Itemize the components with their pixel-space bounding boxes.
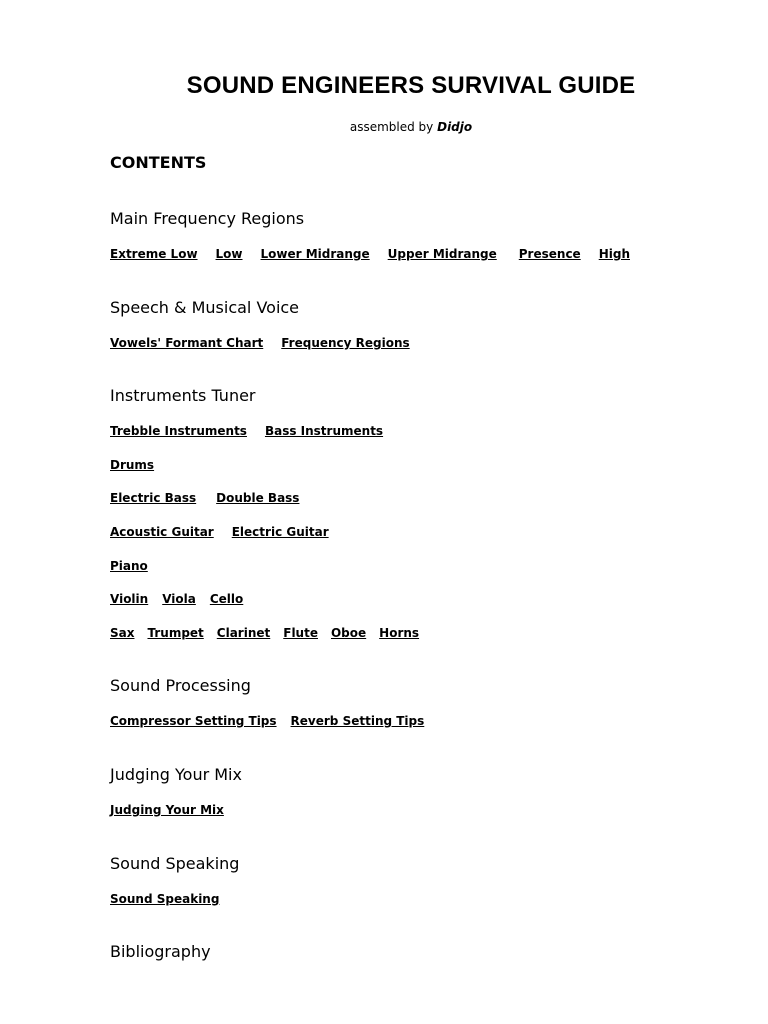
link-trumpet[interactable]: Trumpet	[147, 626, 204, 640]
section-heading-main-frequency-regions: Main Frequency Regions	[110, 209, 305, 228]
author-name: Didjo	[437, 120, 473, 134]
page-title: SOUND ENGINEERS SURVIVAL GUIDE	[186, 72, 636, 99]
link-electric-bass[interactable]: Electric Bass	[110, 491, 197, 505]
link-reverb-setting-tips[interactable]: Reverb Setting Tips	[290, 714, 425, 728]
link-presence[interactable]: Presence	[518, 247, 581, 261]
subtitle-prefix: assembled by	[349, 120, 434, 134]
link-trebble-instruments[interactable]: Trebble Instruments	[110, 424, 247, 438]
link-compressor-setting-tips[interactable]: Compressor Setting Tips	[110, 714, 277, 728]
link-clarinet[interactable]: Clarinet	[216, 626, 271, 640]
section-heading-sound-processing: Sound Processing	[110, 676, 251, 695]
sound-speaking-links	[110, 892, 233, 906]
link-oboe[interactable]: Oboe	[330, 626, 367, 640]
main-frequency-links	[110, 247, 648, 261]
instruments-row-winds	[110, 626, 433, 640]
section-heading-speech-musical-voice: Speech & Musical Voice	[110, 298, 300, 317]
instruments-row-basses	[110, 491, 313, 505]
link-cello[interactable]: Cello	[209, 592, 244, 606]
instruments-row-drums	[110, 458, 168, 472]
instruments-row-piano	[110, 559, 162, 573]
link-sound-speaking[interactable]: Sound Speaking	[110, 892, 220, 906]
link-bass-instruments[interactable]: Bass Instruments	[264, 424, 384, 438]
judging-mix-links	[110, 803, 238, 817]
section-heading-sound-speaking: Sound Speaking	[110, 854, 240, 873]
link-frequency-regions[interactable]: Frequency Regions	[281, 336, 410, 350]
section-heading-instruments-tuner: Instruments Tuner	[110, 386, 256, 405]
contents-heading: CONTENTS	[110, 153, 207, 172]
section-heading-bibliography: Bibliography	[110, 942, 211, 961]
link-flute[interactable]: Flute	[283, 626, 318, 640]
link-lower-midrange[interactable]: Lower Midrange	[260, 247, 370, 261]
link-horns[interactable]: Horns	[379, 626, 420, 640]
link-upper-midrange[interactable]: Upper Midrange	[387, 247, 497, 261]
link-drums[interactable]: Drums	[110, 458, 155, 472]
link-piano[interactable]: Piano	[110, 559, 148, 573]
link-viola[interactable]: Viola	[162, 592, 196, 606]
link-violin[interactable]: Violin	[110, 592, 149, 606]
subtitle	[0, 120, 768, 134]
sound-processing-links	[110, 714, 438, 728]
speech-voice-links	[110, 336, 424, 350]
link-sax[interactable]: Sax	[110, 626, 135, 640]
instruments-row-guitars	[110, 525, 343, 539]
link-acoustic-guitar[interactable]: Acoustic Guitar	[110, 525, 214, 539]
link-electric-guitar[interactable]: Electric Guitar	[231, 525, 329, 539]
link-high[interactable]: High	[598, 247, 630, 261]
link-double-bass[interactable]: Double Bass	[216, 491, 300, 505]
link-low[interactable]: Low	[215, 247, 243, 261]
link-vowels-formant-chart[interactable]: Vowels' Formant Chart	[110, 336, 264, 350]
instruments-row-treble-bass	[110, 424, 397, 438]
instruments-row-strings	[110, 592, 257, 606]
section-heading-judging-your-mix: Judging Your Mix	[110, 765, 242, 784]
link-judging-your-mix[interactable]: Judging Your Mix	[110, 803, 224, 817]
link-extreme-low[interactable]: Extreme Low	[110, 247, 198, 261]
